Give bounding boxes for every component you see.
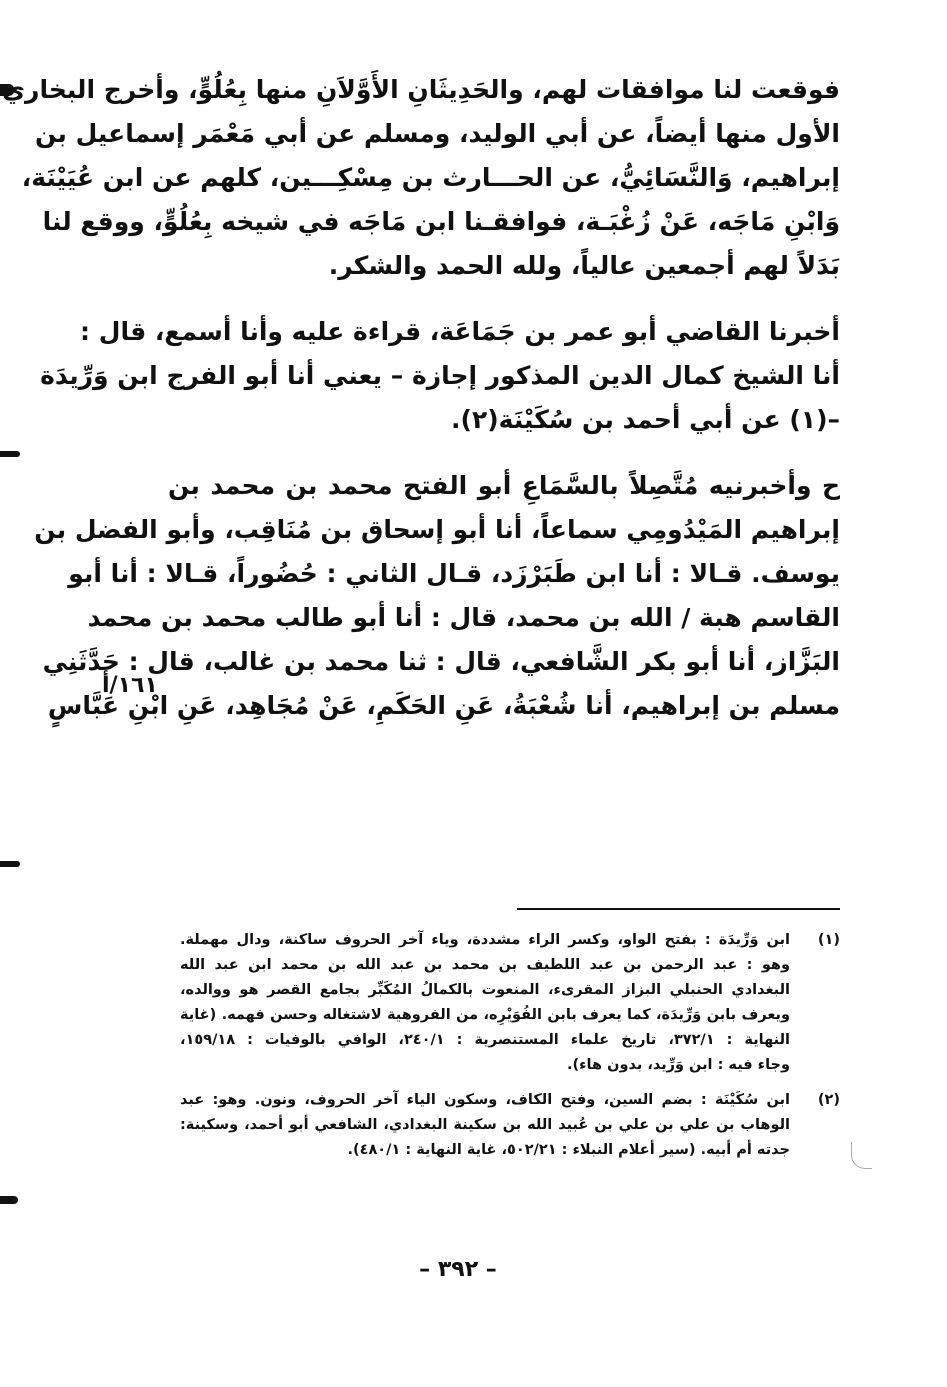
page-number: – ٣٩٢ – (419, 1257, 497, 1282)
scan-edge-mark (0, 1196, 18, 1204)
text-line: أنا الشيخ كمال الدين المذكور إجازة – يعني أنا أبو الفرج ابن وَرِّيدَة (40, 361, 840, 390)
text-line: إبراهيم، وَالنَّسَائِيُّ، عن الحـــارث بن مِسْكِـــين، كلهم عن ابن عُيَيْنَة، (21, 163, 840, 192)
footnote-line: ابن سُكَيْنَة : بضم السين، وفتح الكاف، وسكون الياء آخر الحروف، ونون. وهو: عبد (180, 1092, 790, 1108)
footnote-1 (180, 928, 840, 1078)
text-line: أخبرنا القاضي أبو عمر بن جَمَاعَة، قراءة عليه وأنا أسمع، قال : (80, 317, 840, 346)
text-line: القاسم هبة / الله بن محمد، قال : أنا أبو طالب محمد بن محمد (87, 603, 840, 632)
footnote-line: البغدادي الحنبلي البزاز المقرىء، المنعوت بالكمالُ المُكَبِّر بجامع القصر هو ووالده، (180, 982, 790, 998)
footnote-line: وهو : عبد الرحمن بن عبد اللطيف بن محمد بن عبد الله بن محمد ابن عبد الله (180, 957, 790, 973)
text-line: البَزَّاز، أنا أبو بكر الشَّافعي، قال : ثنا محمد بن غالب، قال : حَدَّثَنِي (42, 647, 840, 676)
footnotes (180, 928, 840, 1163)
text-line: ح وأخبرنيه مُتَّصِلاً بالسَّمَاعِ أبو الفتح محمد بن محمد بن (168, 471, 840, 500)
paragraph-2 (40, 310, 840, 442)
footnote-line: ابن وَرِّيدَة : بفتح الواو، وكسر الراء مشددة، وياء آخر الحروف ساكنة، ودال مهملة. (180, 932, 790, 948)
footnote-number: (٢) (817, 1092, 840, 1108)
margin-pencil-mark (851, 1142, 872, 1169)
text-line: بَدَلاً لهم أجمعين عالياً، ولله الحمد والشكر. (328, 251, 840, 280)
margin-folio-reference: ١٦١/أ (102, 673, 158, 698)
text-line: الأول منها أيضاً، عن أبي الوليد، ومسلم عن أبي مَعْمَر إسماعيل بن (35, 119, 840, 148)
text-line: –(١) عن أبي أحمد بن سُكَيْنَة(٢). (451, 405, 840, 434)
text-line: يوسف. قـالا : أنا ابن طَبَرْزَد، قـال الثاني : حُضُوراً، قـالا : أنا أبو (68, 559, 840, 588)
footnote-line: وجاء فيه : ابن وَرِّيد، بدون هاء). (566, 1057, 790, 1073)
text-line: إبراهيم المَيْدُومِي سماعاً، أنا أبو إسحاق بن مُنَاقِب، وأبو الفضل بن (34, 515, 840, 544)
text-line: وَابْنِ مَاجَه، عَنْ زُغْبَـة، فوافقـنا ابن مَاجَه في شيخه بِعُلُوٍّ، ووقع لنا (42, 207, 840, 236)
footnote-line: الوهاب بن علي بن علي بن عُبيد الله بن سكينة البغدادي، الشافعي أبو أحمد، وسكينة: (180, 1117, 790, 1133)
text-line: مسلم بن إبراهيم، أنا شُعْبَةُ، عَنِ الحَكَمِ، عَنْ مُجَاهِد، عَنِ ابْنِ عَبَّاسٍ (47, 691, 840, 720)
paragraph-1 (2, 68, 840, 288)
footnote-line: النهاية : ٣٧٢/١، تاريخ علماء المستنصرية : ٢٤٠/١، الوافي بالوفيات : ١٥٩/١٨، (180, 1032, 791, 1048)
footnote-line: ويعرف بابن وَرِّيدَة، كما يعرف بابن الفُوَيْرِه، من الفروهية لاشتغاله وحسن فهمه. (غاية (180, 1007, 790, 1023)
scan-edge-mark (0, 861, 20, 867)
footnote-divider (517, 908, 840, 910)
footnote-line: جدته أم أبيه. (سير أعلام النبلاء : ٥٠٢/٢١، غاية النهاية : ٤٨٠/١). (347, 1142, 790, 1158)
text-line: فوقعت لنا موافقات لهم، والحَدِيثَانِ الأَوَّلاَنِ منها بِعُلُوٍّ، وأخرج البخاري (2, 75, 840, 104)
footnote-number: (١) (817, 932, 840, 948)
footnote-2 (180, 1088, 840, 1163)
scan-edge-mark (0, 451, 20, 457)
